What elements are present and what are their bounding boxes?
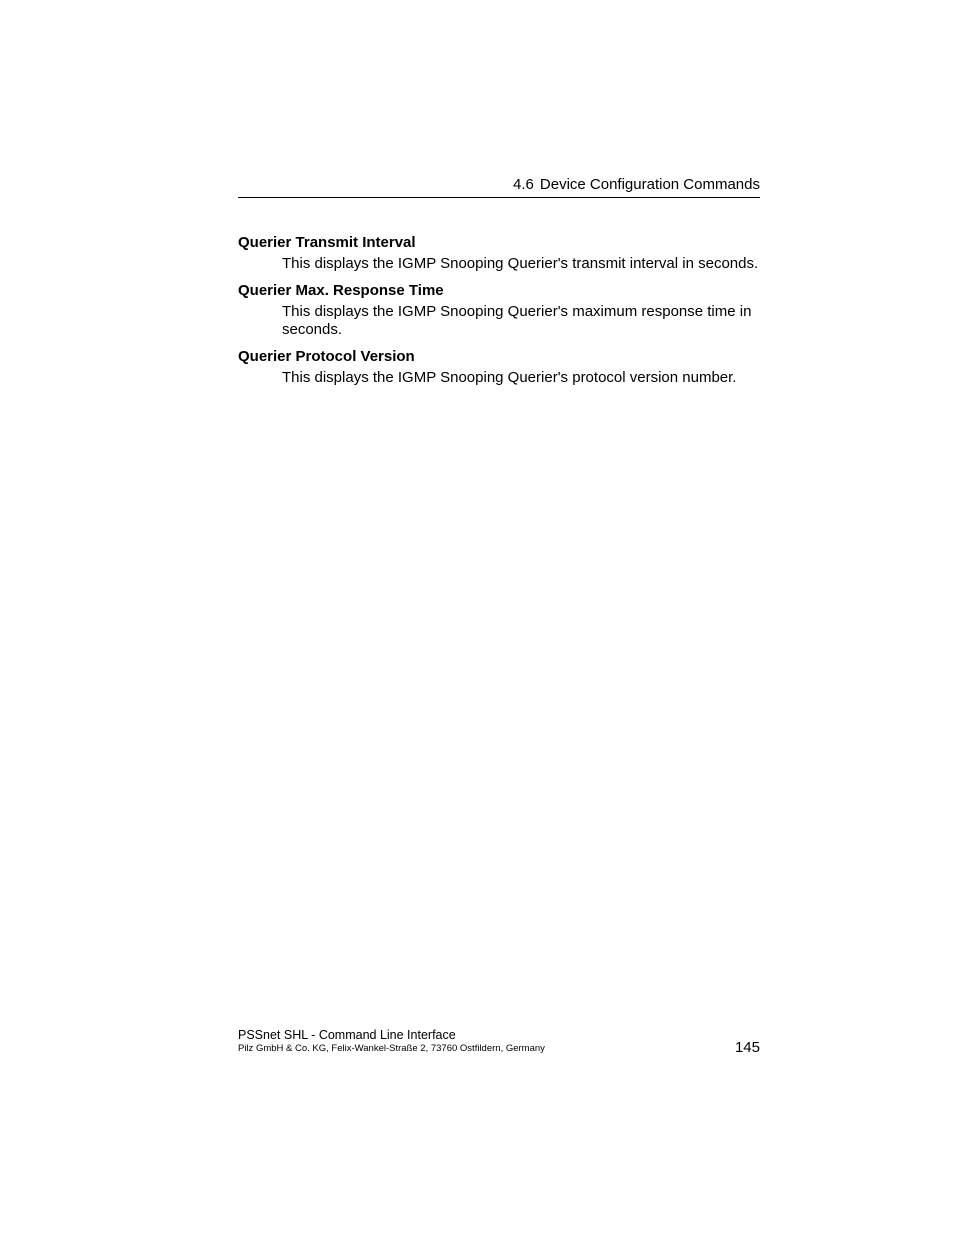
running-header (238, 175, 760, 198)
footer-company-address: Pilz GmbH & Co. KG, Felix-Wankel-Straße 2, 73760 Ostfildern, Germany (238, 1043, 545, 1054)
definition-term: Querier Max. Response Time (238, 281, 444, 299)
definition-description: This displays the IGMP Snooping Querier's protocol version number. (282, 368, 737, 386)
definition-description: This displays the IGMP Snooping Querier's transmit interval in seconds. (282, 255, 759, 272)
definition-list (238, 233, 760, 387)
definition-term: Querier Transmit Interval (238, 234, 416, 251)
definition-term: Querier Protocol Version (238, 347, 415, 365)
definition-entry (238, 347, 760, 388)
definition-entry (238, 281, 760, 340)
section-title: Device Configuration Commands (539, 176, 760, 193)
page-number: 145 (734, 1039, 760, 1056)
footer-document-title: PSSnet SHL - Command Line Interface (238, 1028, 456, 1042)
definition-entry (238, 233, 760, 274)
definition-description: This displays the IGMP Snooping Querier's maximum response time in seconds. (282, 302, 752, 338)
section-number: 4.6 (513, 176, 534, 193)
page-footer (238, 1027, 760, 1059)
